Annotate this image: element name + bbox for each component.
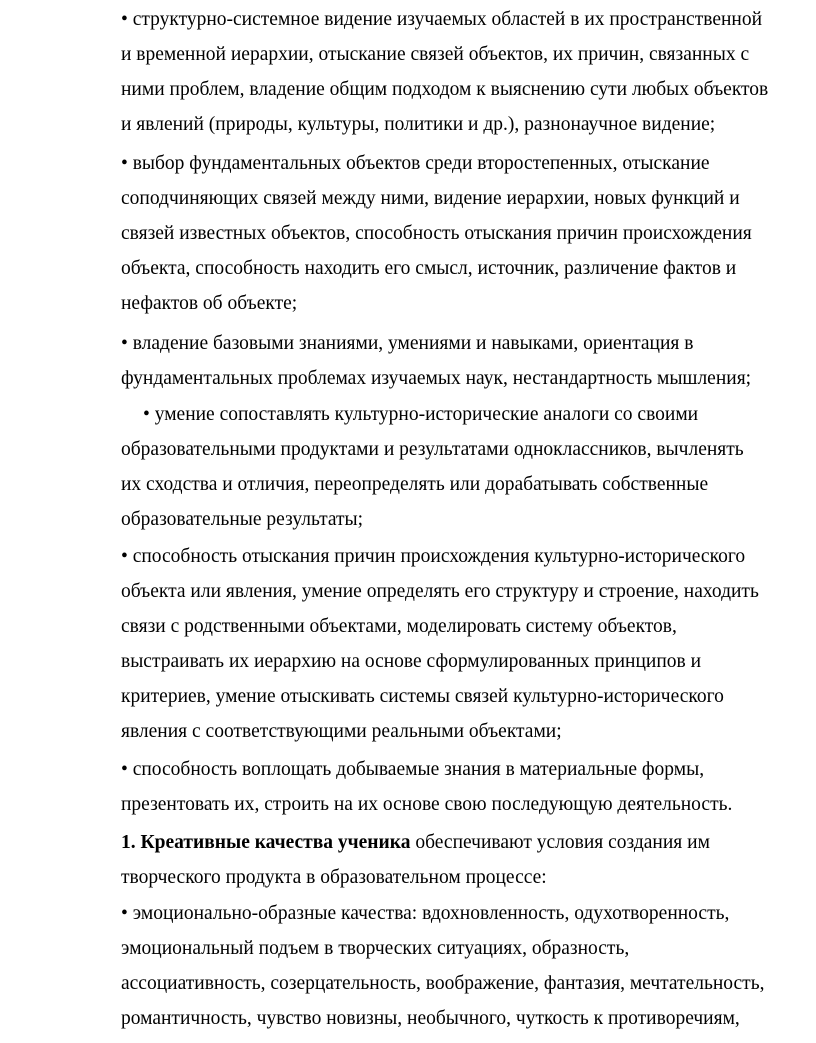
line-text: и временной иерархии, отыскание связей объектов, их причин, связанных с	[121, 44, 750, 65]
text-line	[0, 38, 816, 72]
text-line	[0, 861, 816, 895]
text-line	[0, 645, 816, 679]
text-line	[0, 575, 816, 609]
text-line	[0, 680, 816, 714]
section-heading-line	[0, 826, 816, 860]
text-line	[0, 468, 816, 502]
line-text: выстраивать их иерархию на основе сформулированных принципов и	[121, 651, 702, 672]
text-line	[0, 897, 816, 931]
line-text: связи с родственными объектами, моделировать систему объектов,	[121, 616, 677, 637]
text-line	[0, 217, 816, 251]
line-text: ассоциативность, созерцательность, воображение, фантазия, мечтательность,	[121, 973, 765, 994]
text-line	[0, 715, 816, 749]
text-line	[0, 540, 816, 574]
line-text: фундаментальных проблемах изучаемых наук, нестандартность мышления;	[121, 368, 752, 389]
text-line	[0, 967, 816, 1001]
line-text: образовательными продуктами и результатами одноклассников, вычленять	[121, 439, 744, 460]
section-heading: 1. Креативные качества ученика	[121, 832, 411, 853]
line-text: • умение сопоставлять культурно-исторические аналоги со своими	[143, 404, 699, 425]
text-line	[0, 932, 816, 966]
text-line	[0, 327, 816, 361]
line-text: соподчиняющих связей между ними, видение иерархии, новых функций и	[121, 188, 740, 209]
line-text: ними проблем, владение общим подходом к выяснению сути любых объектов	[121, 79, 769, 100]
line-text: нефактов об объекте;	[121, 293, 298, 314]
heading-wrap	[121, 826, 710, 860]
line-text: явления с соответствующими реальными объектами;	[121, 721, 562, 742]
text-line	[0, 182, 816, 216]
text-line	[0, 252, 816, 286]
line-text: связей известных объектов, способность отыскания причин происхождения	[121, 223, 752, 244]
line-text: творческого продукта в образовательном процессе:	[121, 867, 547, 888]
line-text: и явлений (природы, культуры, политики и др.), разнонаучное видение;	[121, 114, 716, 135]
text-line	[0, 147, 816, 181]
text-line	[0, 398, 816, 432]
line-text: • эмоционально-образные качества: вдохновленность, одухотворенность,	[121, 903, 730, 924]
line-text: • владение базовыми знаниями, умениями и навыками, ориентация в	[121, 333, 694, 354]
line-text: • структурно-системное видение изучаемых областей в их пространственной	[121, 9, 763, 30]
line-text: объекта или явления, умение определять его структуру и строение, находить	[121, 581, 759, 602]
text-line	[0, 503, 816, 537]
text-line	[0, 610, 816, 644]
text-line	[0, 3, 816, 37]
text-line	[0, 362, 816, 396]
line-text: эмоциональный подъем в творческих ситуациях, образность,	[121, 938, 630, 959]
line-text: образовательные результаты;	[121, 509, 364, 530]
heading-continuation: обеспечивают условия создания им	[410, 832, 710, 853]
line-text: их сходства и отличия, переопределять или дорабатывать собственные	[121, 474, 709, 495]
text-line	[0, 1002, 816, 1036]
line-text: • выбор фундаментальных объектов среди второстепенных, отыскание	[121, 153, 710, 174]
line-text: объекта, способность находить его смысл, источник, различение фактов и	[121, 258, 737, 279]
text-line	[0, 287, 816, 321]
line-text: • способность воплощать добываемые знания в материальные формы,	[121, 759, 705, 780]
line-text: презентовать их, строить на их основе свою последующую деятельность.	[121, 794, 733, 815]
line-text: критериев, умение отыскивать системы связей культурно-исторического	[121, 686, 724, 707]
line-text: романтичность, чувство новизны, необычного, чуткость к противоречиям,	[121, 1008, 740, 1029]
text-line	[0, 433, 816, 467]
text-line	[0, 753, 816, 787]
text-line	[0, 73, 816, 107]
line-text: • способность отыскания причин происхождения культурно-исторического	[121, 546, 746, 567]
text-line	[0, 108, 816, 142]
text-line	[0, 788, 816, 822]
